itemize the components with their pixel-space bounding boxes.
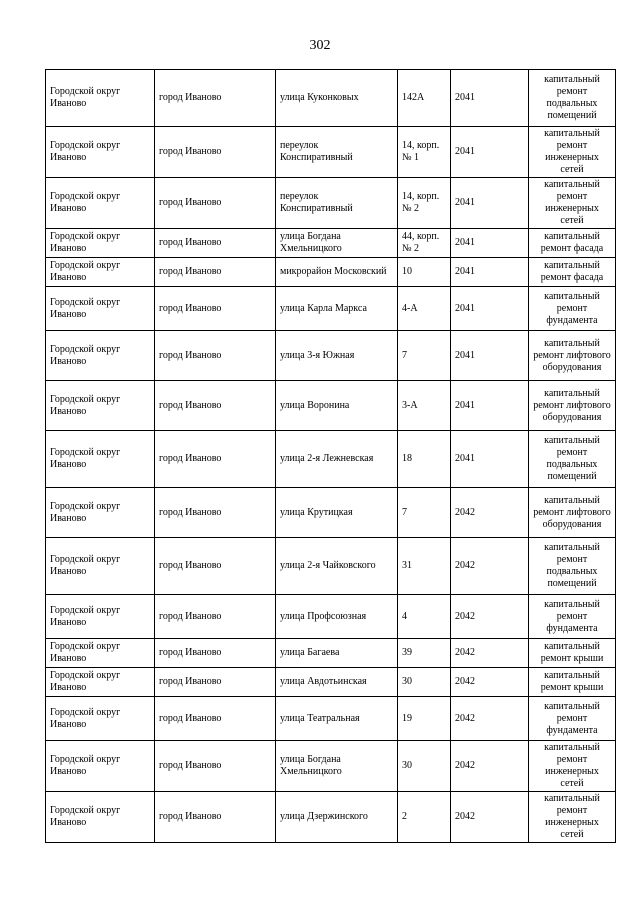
street-cell: улица Дзержинского <box>276 792 398 843</box>
table-row <box>46 668 616 697</box>
house-cell: 19 <box>398 697 451 741</box>
city-cell: город Иваново <box>155 697 276 741</box>
street-cell: микрорайон Московский <box>276 258 398 287</box>
house-cell: 44, корп. № 2 <box>398 229 451 258</box>
district-cell: Городской округ Иваново <box>46 287 155 331</box>
work-type-cell: капитальный ремонт инженерных сетей <box>529 792 616 843</box>
house-cell: 30 <box>398 741 451 792</box>
city-cell: город Иваново <box>155 488 276 538</box>
table-row <box>46 178 616 229</box>
house-cell: 4 <box>398 595 451 639</box>
street-cell: переулок Конспиративный <box>276 127 398 178</box>
district-cell: Городской округ Иваново <box>46 488 155 538</box>
city-cell: город Иваново <box>155 127 276 178</box>
table-row <box>46 697 616 741</box>
city-cell: город Иваново <box>155 595 276 639</box>
work-type-cell: капитальный ремонт инженерных сетей <box>529 127 616 178</box>
house-cell: 31 <box>398 538 451 595</box>
city-cell: город Иваново <box>155 792 276 843</box>
street-cell: улица Театральная <box>276 697 398 741</box>
district-cell: Городской округ Иваново <box>46 331 155 381</box>
table-row <box>46 538 616 595</box>
district-cell: Городской округ Иваново <box>46 668 155 697</box>
table-row <box>46 127 616 178</box>
city-cell: город Иваново <box>155 70 276 127</box>
work-type-cell: капитальный ремонт лифтового оборудования <box>529 381 616 431</box>
street-cell: улица Карла Маркса <box>276 287 398 331</box>
house-cell: 14, корп. № 1 <box>398 127 451 178</box>
district-cell: Городской округ Иваново <box>46 178 155 229</box>
year-cell: 2042 <box>451 488 529 538</box>
year-cell: 2041 <box>451 287 529 331</box>
city-cell: город Иваново <box>155 229 276 258</box>
street-cell: улица 2-я Лежневская <box>276 431 398 488</box>
house-cell: 7 <box>398 488 451 538</box>
work-type-cell: капитальный ремонт инженерных сетей <box>529 178 616 229</box>
year-cell: 2042 <box>451 668 529 697</box>
table-row <box>46 331 616 381</box>
house-cell: 4-А <box>398 287 451 331</box>
city-cell: город Иваново <box>155 668 276 697</box>
work-type-cell: капитальный ремонт подвальных помещений <box>529 431 616 488</box>
work-type-cell: капитальный ремонт крыши <box>529 668 616 697</box>
page-number: 302 <box>309 38 331 53</box>
district-cell: Городской округ Иваново <box>46 792 155 843</box>
district-cell: Городской округ Иваново <box>46 595 155 639</box>
work-type-cell: капитальный ремонт крыши <box>529 639 616 668</box>
work-type-cell: капитальный ремонт подвальных помещений <box>529 70 616 127</box>
work-type-cell: капитальный ремонт лифтового оборудования <box>529 331 616 381</box>
city-cell: город Иваново <box>155 178 276 229</box>
district-cell: Городской округ Иваново <box>46 741 155 792</box>
street-cell: улица Богдана Хмельницкого <box>276 741 398 792</box>
street-cell: переулок Конспиративный <box>276 178 398 229</box>
year-cell: 2041 <box>451 178 529 229</box>
work-type-cell: капитальный ремонт фундамента <box>529 595 616 639</box>
house-cell: 10 <box>398 258 451 287</box>
district-cell: Городской округ Иваново <box>46 639 155 668</box>
street-cell: улица Крутицкая <box>276 488 398 538</box>
district-cell: Городской округ Иваново <box>46 229 155 258</box>
street-cell: улица Авдотьинская <box>276 668 398 697</box>
table-row <box>46 70 616 127</box>
year-cell: 2042 <box>451 741 529 792</box>
year-cell: 2042 <box>451 792 529 843</box>
table-row <box>46 741 616 792</box>
city-cell: город Иваново <box>155 331 276 381</box>
district-cell: Городской округ Иваново <box>46 381 155 431</box>
work-type-cell: капитальный ремонт фасада <box>529 258 616 287</box>
city-cell: город Иваново <box>155 538 276 595</box>
house-cell: 7 <box>398 331 451 381</box>
work-type-cell: капитальный ремонт фасада <box>529 229 616 258</box>
city-cell: город Иваново <box>155 258 276 287</box>
house-cell: 39 <box>398 639 451 668</box>
year-cell: 2042 <box>451 697 529 741</box>
district-cell: Городской округ Иваново <box>46 697 155 741</box>
year-cell: 2041 <box>451 381 529 431</box>
district-cell: Городской округ Иваново <box>46 431 155 488</box>
street-cell: улица Профсоюзная <box>276 595 398 639</box>
city-cell: город Иваново <box>155 381 276 431</box>
year-cell: 2041 <box>451 331 529 381</box>
year-cell: 2041 <box>451 431 529 488</box>
work-type-cell: капитальный ремонт лифтового оборудования <box>529 488 616 538</box>
year-cell: 2041 <box>451 229 529 258</box>
year-cell: 2042 <box>451 639 529 668</box>
house-cell: 14, корп. № 2 <box>398 178 451 229</box>
year-cell: 2041 <box>451 127 529 178</box>
table-row <box>46 595 616 639</box>
district-cell: Городской округ Иваново <box>46 538 155 595</box>
district-cell: Городской округ Иваново <box>46 70 155 127</box>
work-type-cell: капитальный ремонт фундамента <box>529 697 616 741</box>
table-row <box>46 229 616 258</box>
street-cell: улица 3-я Южная <box>276 331 398 381</box>
house-cell: 2 <box>398 792 451 843</box>
table-body <box>46 70 616 843</box>
street-cell: улица 2-я Чайковского <box>276 538 398 595</box>
work-type-cell: капитальный ремонт фундамента <box>529 287 616 331</box>
district-cell: Городской округ Иваново <box>46 127 155 178</box>
year-cell: 2041 <box>451 70 529 127</box>
work-type-cell: капитальный ремонт инженерных сетей <box>529 741 616 792</box>
street-cell: улица Воронина <box>276 381 398 431</box>
street-cell: улица Богдана Хмельницкого <box>276 229 398 258</box>
house-cell: 142А <box>398 70 451 127</box>
house-cell: 18 <box>398 431 451 488</box>
table-row <box>46 258 616 287</box>
city-cell: город Иваново <box>155 741 276 792</box>
year-cell: 2042 <box>451 538 529 595</box>
table-row <box>46 381 616 431</box>
district-cell: Городской округ Иваново <box>46 258 155 287</box>
house-cell: 3-А <box>398 381 451 431</box>
city-cell: город Иваново <box>155 287 276 331</box>
street-cell: улица Куконковых <box>276 70 398 127</box>
street-cell: улица Багаева <box>276 639 398 668</box>
city-cell: город Иваново <box>155 431 276 488</box>
table-row <box>46 792 616 843</box>
table-row <box>46 287 616 331</box>
city-cell: город Иваново <box>155 639 276 668</box>
year-cell: 2041 <box>451 258 529 287</box>
work-type-cell: капитальный ремонт подвальных помещений <box>529 538 616 595</box>
table-row <box>46 639 616 668</box>
table-row <box>46 431 616 488</box>
table-row <box>46 488 616 538</box>
year-cell: 2042 <box>451 595 529 639</box>
house-cell: 30 <box>398 668 451 697</box>
repair-schedule-table <box>45 69 616 843</box>
